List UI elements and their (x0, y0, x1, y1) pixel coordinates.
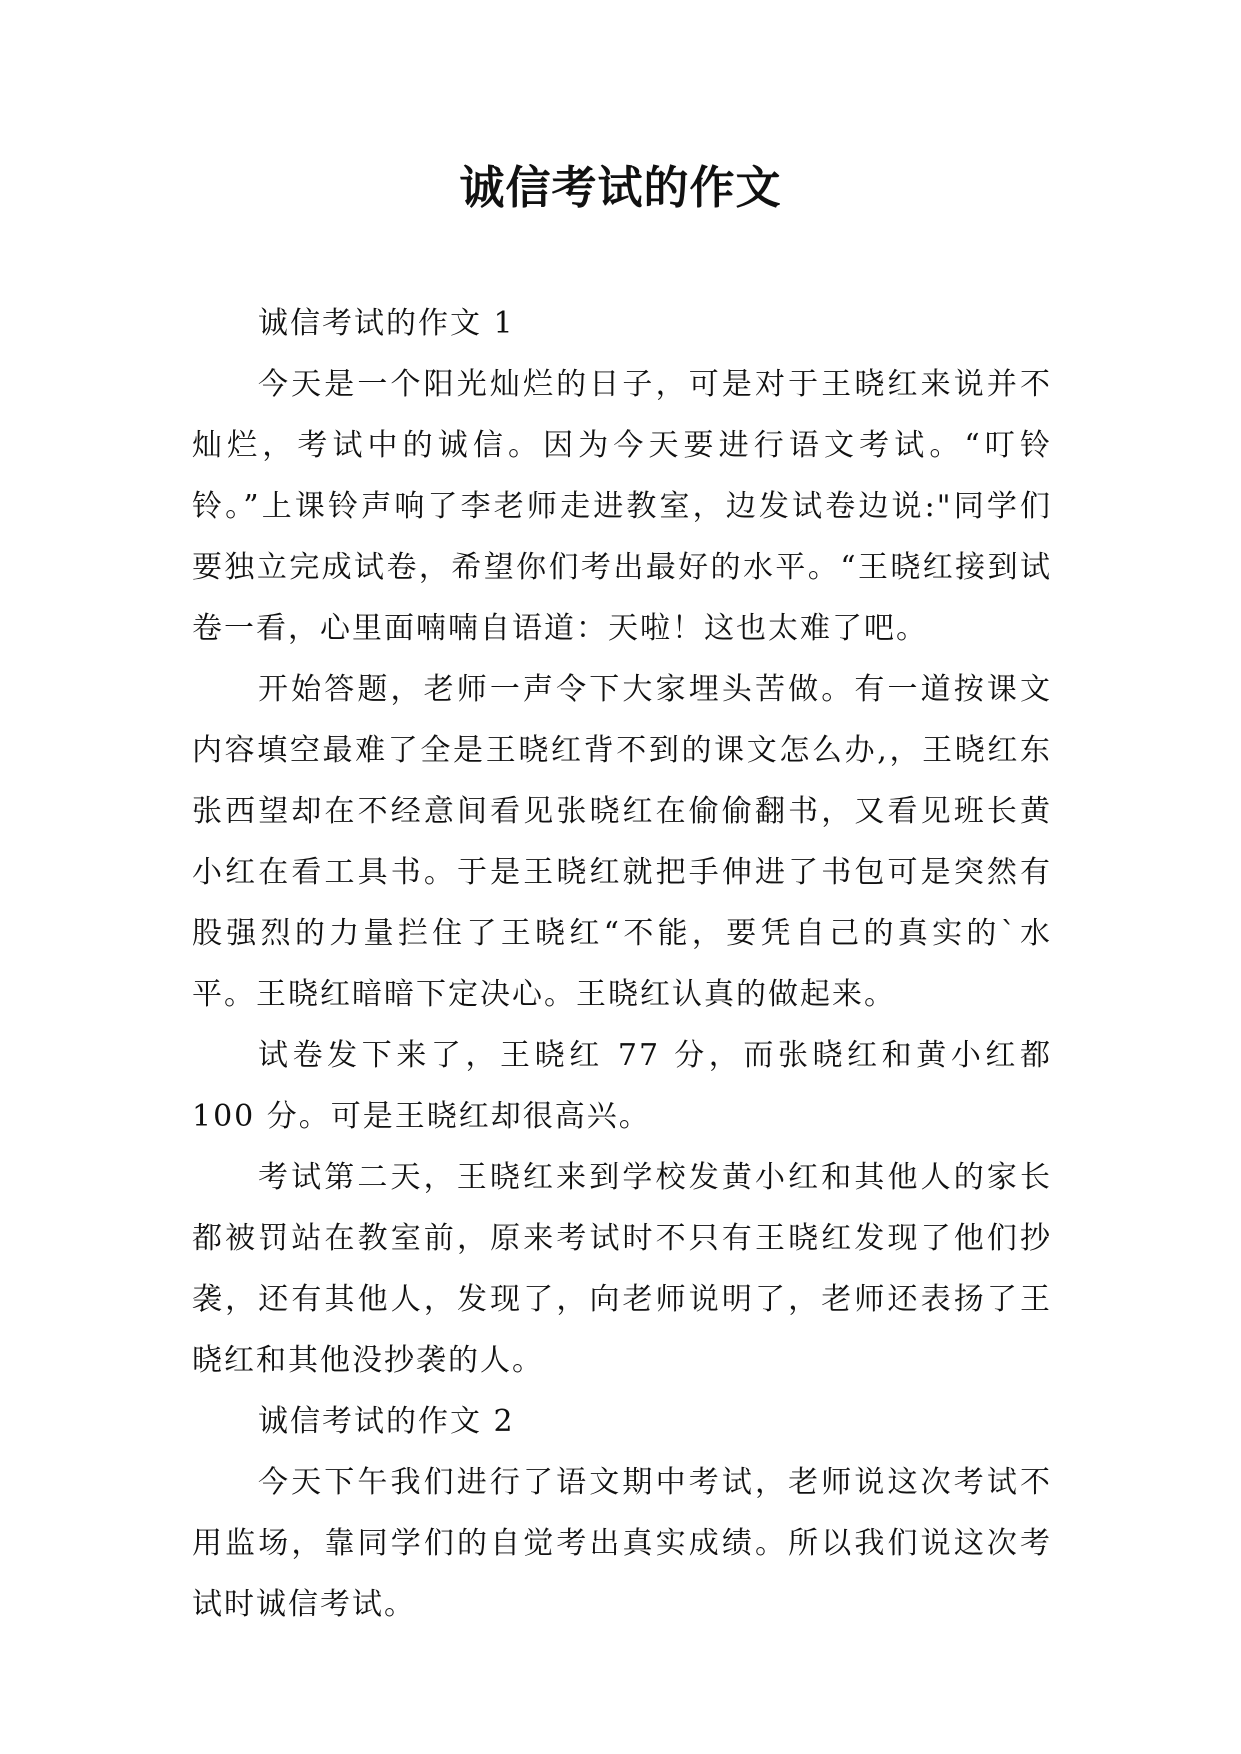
paragraph: 试卷发下来了，王晓红 77 分，而张晓红和黄小红都 100 分。可是王晓红却很高兴。 (192, 1038, 1052, 1134)
paragraph: 考试第二天，王晓红来到学校发黄小红和其他人的家长都被罚站在教室前，原来考试时不只有王晓红发现了他们抄袭，还有其他人，发现了，向老师说明了，老师还表扬了王晓红和其他没抄袭的人。 (192, 1160, 1052, 1378)
section-heading-1: 诚信考试的作文 1 (258, 306, 515, 341)
document-title: 诚信考试的作文 (459, 161, 782, 214)
paragraph: 开始答题，老师一声令下大家埋头苦做。有一道按课文内容填空最难了全是王晓红背不到的课文怎么办,，王晓红东张西望却在不经意间看见张晓红在偷偷翻书，又看见班长黄小红在看工具书。于是王晓红就把手伸进了书包可是突然有股强烈的力量拦住了王晓红“不能，要凭自己的真实的`水平。王晓红暗暗下定决心。王晓红认真的做起来。 (192, 672, 1052, 1012)
section-heading-2: 诚信考试的作文 2 (258, 1404, 515, 1439)
document-body (192, 293, 1052, 1635)
paragraph: 今天是一个阳光灿烂的日子，可是对于王晓红来说并不灿烂，考试中的诚信。因为今天要进行语文考试。“叮铃铃。”上课铃声响了李老师走进教室，边发试卷边说:"同学们要独立完成试卷，希望你们考出最好的水平。“王晓红接到试卷一看，心里面喃喃自语道：天啦！这也太难了吧。 (192, 367, 1052, 646)
paragraph: 今天下午我们进行了语文期中考试，老师说这次考试不用监场，靠同学们的自觉考出真实成绩。所以我们说这次考试时诚信考试。 (192, 1465, 1052, 1622)
